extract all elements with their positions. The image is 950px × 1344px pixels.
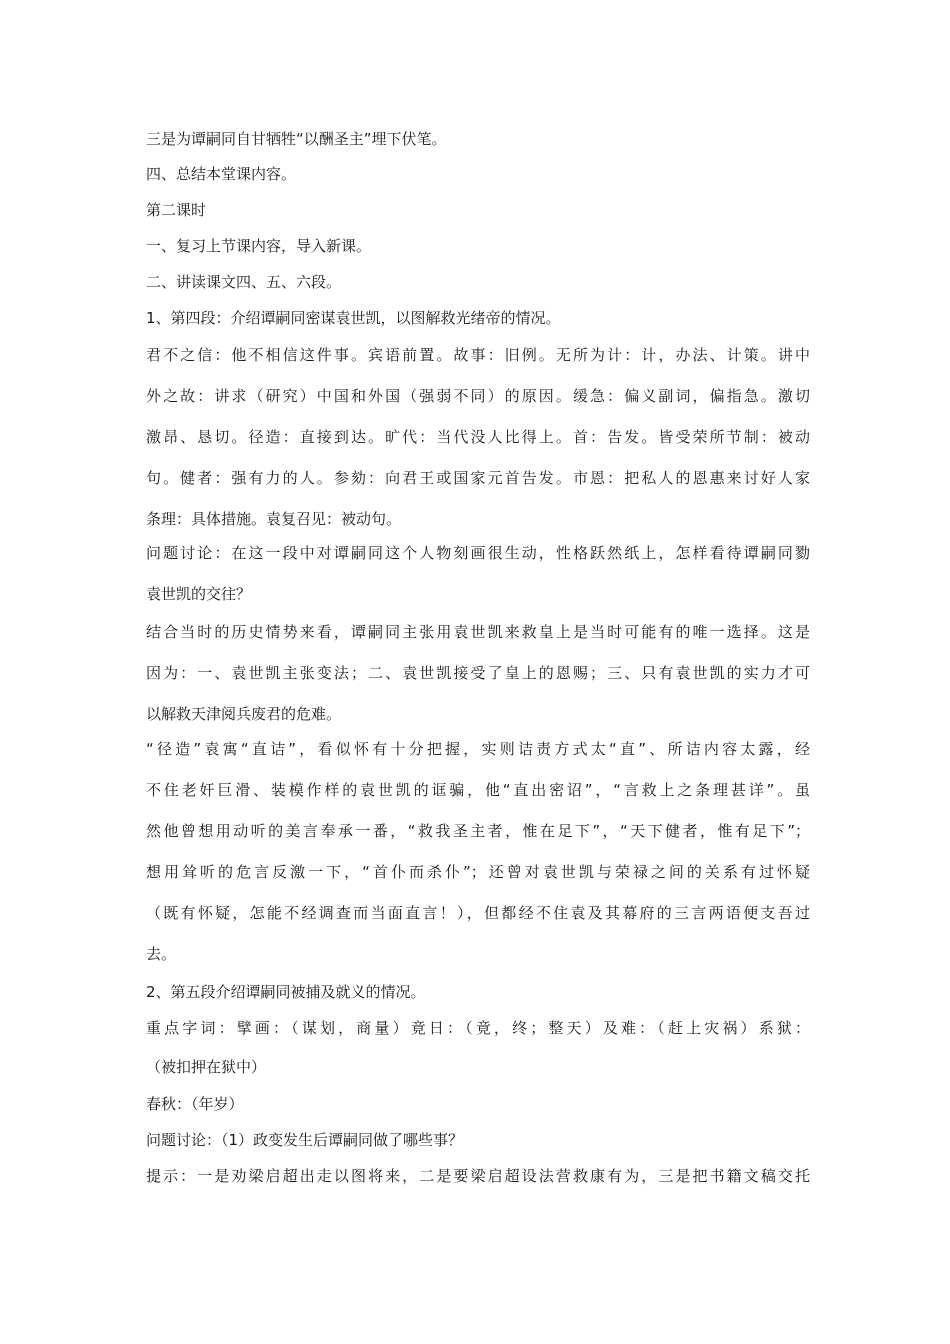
text-line: 条理：具体措施。袁复召见：被动句。	[146, 510, 402, 528]
text-line: （既有怀疑，怎能不经调查而当面直言！），但都经不住袁及其幕府的三言两语便支吾过	[146, 904, 810, 922]
text-line: 结合当时的历史情势来看，谭嗣同主张用袁世凯来救皇上是当时可能有的唯一选择。这是	[146, 623, 810, 641]
text-line: 不住老奸巨滑、装模作样的袁世凯的诓骗，他“直出密诏”，“言救上之条理甚详”。虽	[146, 781, 810, 799]
text-line: 然他曾想用动听的美言奉承一番，“救我圣主者，惟在足下”，“天下健者，惟有足下”；	[146, 822, 810, 840]
text-line: 二、讲读课文四、五、六段。	[146, 273, 342, 291]
text-line: 以解救天津阅兵废君的危难。	[146, 705, 342, 723]
text-line: 问题讨论：（1）政变发生后谭嗣同做了哪些事？	[146, 1131, 464, 1149]
text-line: 因为：一、袁世凯主张变法；二、袁世凯接受了皇上的恩赐；三、只有袁世凯的实力才可	[146, 664, 810, 682]
text-line: 提示：一是劝梁启超出走以图将来，二是要梁启超设法营救康有为，三是把书籍文稿交托	[146, 1167, 810, 1185]
text-line: 外之故：讲求（研究）中国和外国（强弱不同）的原因。缓急：偏义副词，偏指急。激切	[146, 387, 810, 405]
text-line: 想用耸听的危言反激一下，“首仆而杀仆”；还曾对袁世凯与荣禄之间的关系有过怀疑	[146, 863, 810, 881]
text-line: 四、总结本堂课内容。	[146, 165, 297, 183]
text-line: 春秋：（年岁）	[146, 1095, 244, 1113]
text-line: 问题讨论：在这一段中对谭嗣同这个人物刻画很生动，性格跃然纸上，怎样看待谭嗣同勠	[146, 544, 810, 562]
text-line: 君不之信：他不相信这件事。宾语前置。故事：旧例。无所为计：计，办法、计策。讲中	[146, 346, 810, 364]
text-line: 2、第五段介绍谭嗣同被捕及就义的情况。	[146, 983, 426, 1001]
text-line: 三是为谭嗣同自甘牺牲“以酬圣主”埋下伏笔。	[146, 130, 447, 148]
text-line: 句。健者：强有力的人。参劾：向君王或国家元首告发。市恩：把私人的恩惠来讨好人家	[146, 469, 810, 487]
text-line: 重点字词：擘画：（谋划，商量）竟日：（竟，终；整天）及难：（赶上灾祸）系狱：	[146, 1019, 810, 1037]
text-line: 1、第四段：介绍谭嗣同密谋袁世凯，以图解救光绪帝的情况。	[146, 309, 561, 327]
text-line: 一、复习上节课内容，导入新课。	[146, 237, 372, 255]
text-line: 激昂、恳切。径造：直接到达。旷代：当代没人比得上。首：告发。皆受荣所节制：被动	[146, 428, 810, 446]
text-line: 袁世凯的交往？	[146, 585, 252, 603]
text-line: （被扣押在狱中）	[146, 1058, 267, 1076]
text-line: “径造”袁寓“直诘”，看似怀有十分把握，实则诘责方式太“直”、所诘内容太露，经	[146, 740, 810, 758]
section-heading: 第二课时	[146, 201, 207, 219]
text-line: 去。	[146, 945, 177, 963]
